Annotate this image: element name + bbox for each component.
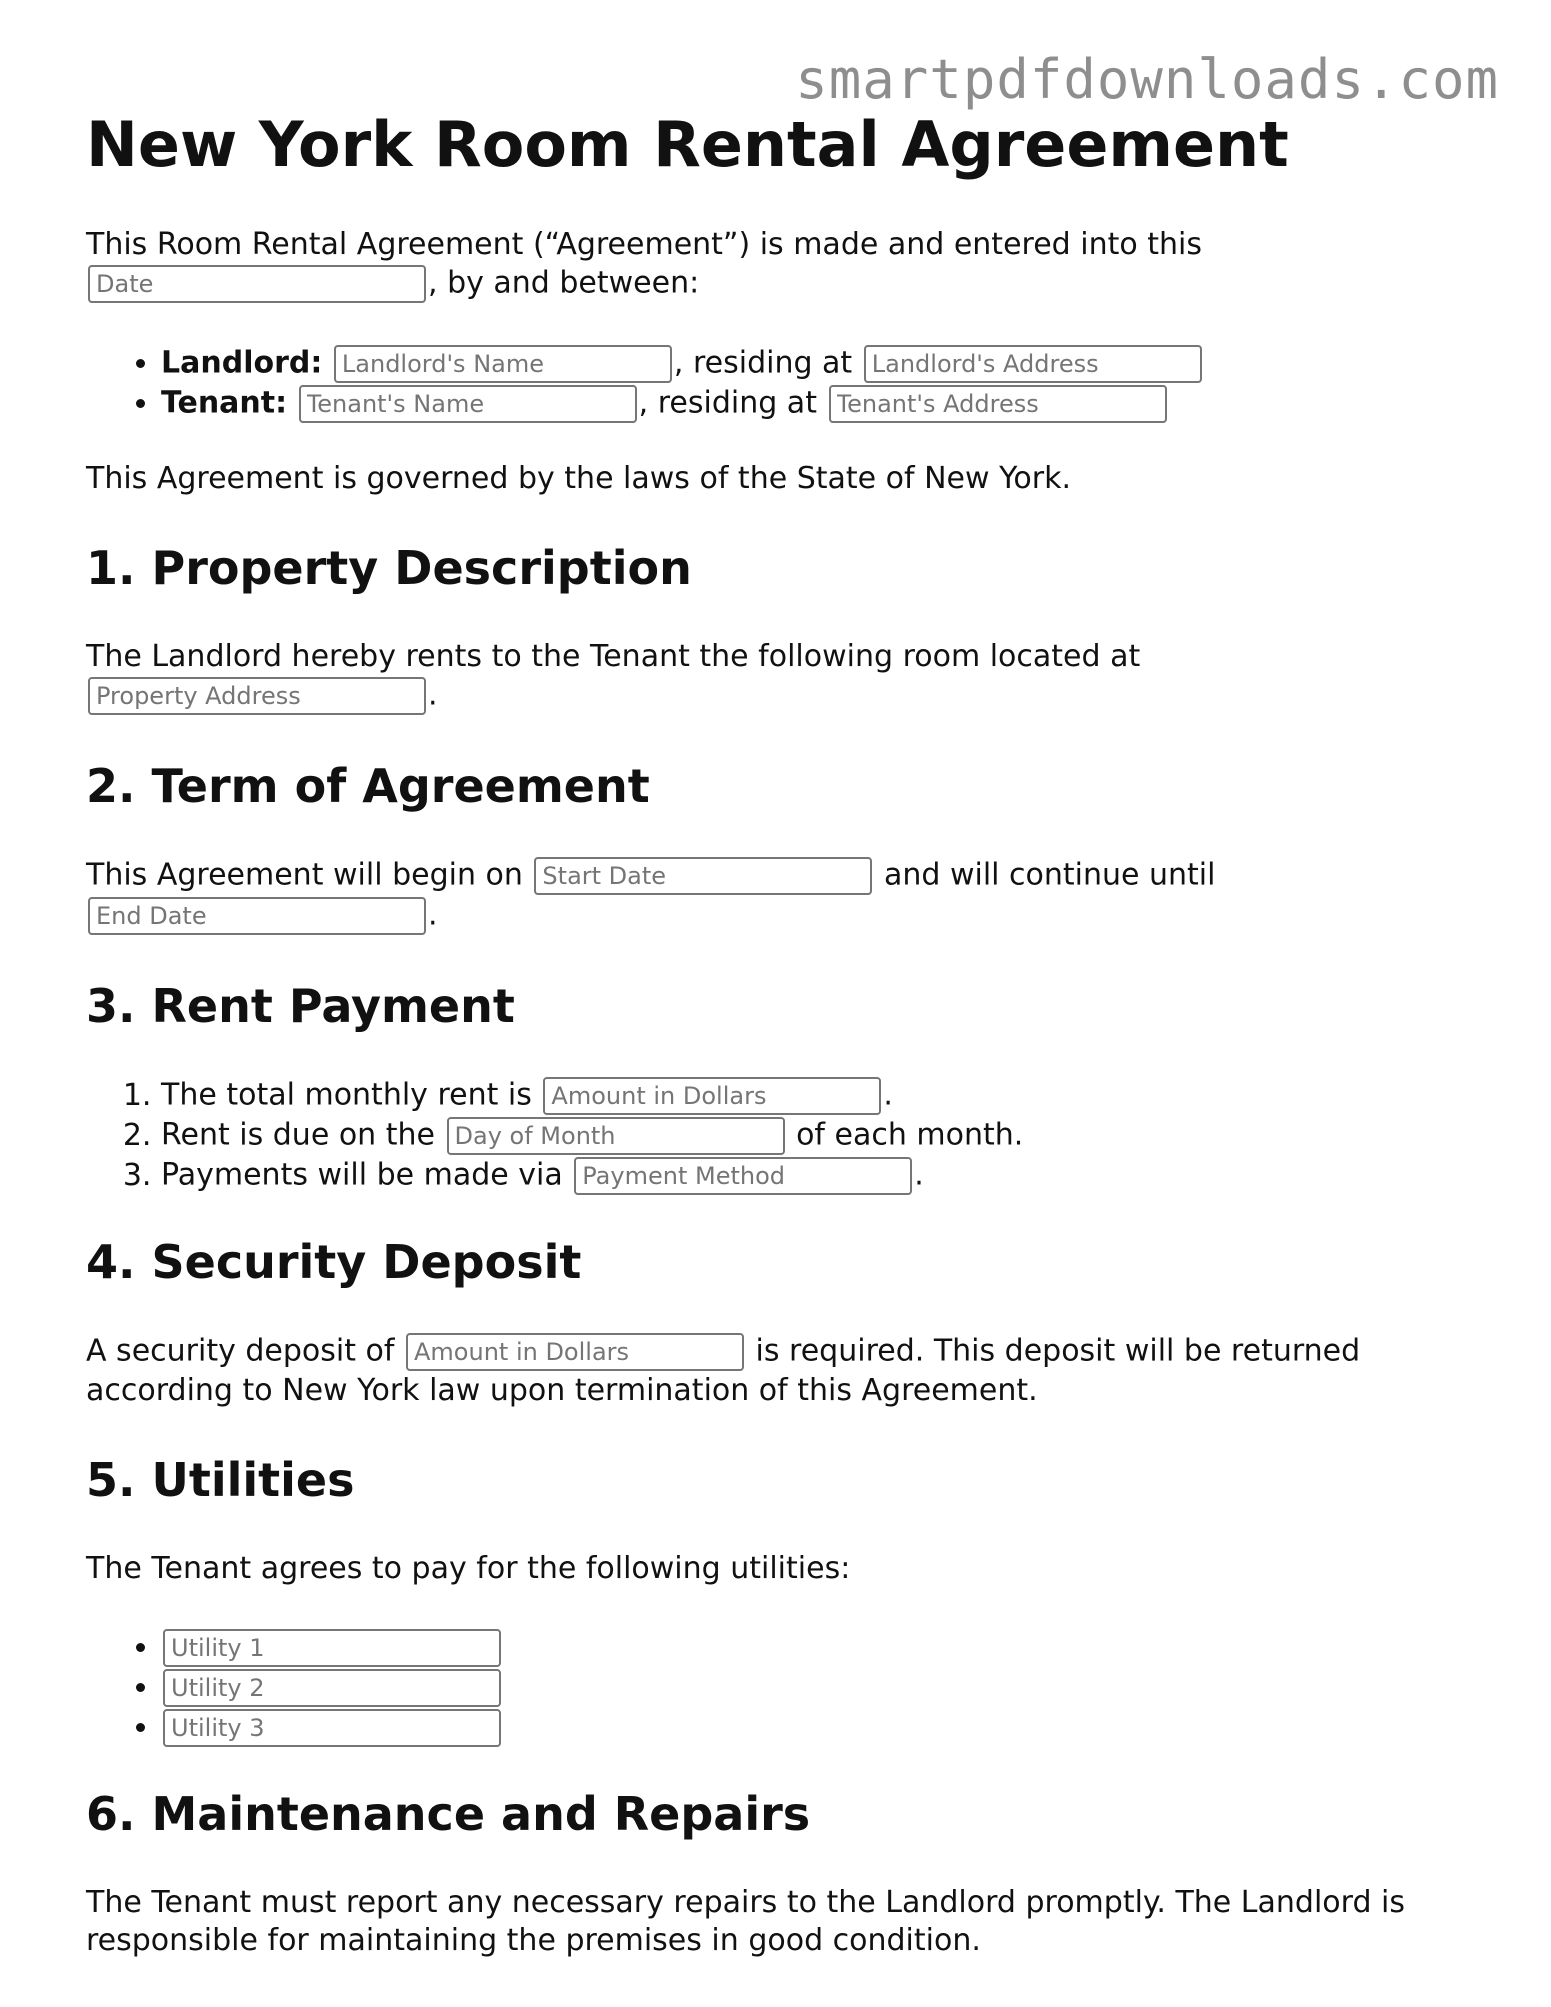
section-5-text: The Tenant agrees to pay for the following utilities: (86, 1551, 851, 1586)
rent-amount-input[interactable] (543, 1077, 881, 1115)
rent-due-text: Rent is due on the (161, 1117, 435, 1153)
section-1-heading: 1. Property Description (86, 541, 692, 595)
section-4-heading: 4. Security Deposit (86, 1235, 582, 1289)
section-1-text: The Landlord hereby rents to the Tenant the following room located at (86, 639, 1141, 674)
property-address-input[interactable] (88, 677, 426, 715)
agreement-date-input[interactable] (88, 265, 426, 303)
rent-item-2 (161, 1116, 1486, 1156)
section-2-text-until: and will continue until (883, 857, 1216, 893)
section-6-text: The Tenant must report any necessary repairs to the Landlord promptly. The Landlord is responsible for maintaining the premises in good condition. (86, 1885, 1405, 1958)
landlord-item (161, 344, 1486, 384)
tenant-label: Tenant: (161, 385, 288, 421)
end-date-input[interactable] (88, 897, 426, 935)
watermark: smartpdfdownloads.com (795, 48, 1499, 111)
governing-law-text: This Agreement is governed by the laws of the State of New York. (86, 461, 1072, 496)
section-4-paragraph (86, 1332, 1486, 1410)
section-5-heading: 5. Utilities (86, 1453, 355, 1507)
tenant-item (161, 384, 1486, 424)
utility-item-1 (161, 1628, 1486, 1668)
utility-item-3 (161, 1708, 1486, 1748)
rent-item-1 (161, 1076, 1486, 1116)
intro-paragraph (86, 226, 1486, 304)
landlord-residing-text: , residing at (673, 345, 853, 381)
section-2-period: . (428, 897, 438, 933)
utility-item-2 (161, 1668, 1486, 1708)
utility-2-input[interactable] (163, 1669, 501, 1707)
section-2-text-begin: This Agreement will begin on (86, 857, 523, 893)
parties-list (86, 344, 1486, 424)
intro-text: This Room Rental Agreement (“Agreement”) is made and entered into this (86, 227, 1202, 262)
utility-3-input[interactable] (163, 1709, 501, 1747)
landlord-address-input[interactable] (864, 345, 1202, 383)
rent-item-3 (161, 1156, 1486, 1196)
tenant-residing-text: , residing at (638, 385, 817, 421)
rent-amount-text: The total monthly rent is (161, 1077, 532, 1113)
deposit-text-before: A security deposit of (86, 1333, 395, 1369)
payment-method-input[interactable] (574, 1157, 912, 1195)
section-2-heading: 2. Term of Agreement (86, 759, 650, 813)
tenant-address-input[interactable] (829, 385, 1167, 423)
start-date-input[interactable] (534, 857, 872, 895)
section-2-paragraph (86, 856, 1486, 936)
rent-due-day-input[interactable] (447, 1117, 785, 1155)
tenant-name-input[interactable] (299, 385, 637, 423)
page-title: New York Room Rental Agreement (86, 108, 1289, 181)
section-6-heading: 6. Maintenance and Repairs (86, 1787, 811, 1841)
security-deposit-input[interactable] (406, 1333, 744, 1371)
rent-amount-period: . (883, 1077, 893, 1113)
document-page (86, 104, 1486, 2000)
rent-due-suffix: of each month. (796, 1117, 1024, 1153)
section-1-paragraph (86, 638, 1486, 716)
utility-1-input[interactable] (163, 1629, 501, 1667)
section-3-heading: 3. Rent Payment (86, 979, 515, 1033)
deposit-text-after: is required. This deposit will be returned according to New York law upon termination of this Agreement. (86, 1333, 1361, 1408)
payment-method-period: . (914, 1157, 924, 1193)
section-1-period: . (428, 677, 438, 713)
landlord-label: Landlord: (161, 345, 323, 381)
utilities-list (86, 1628, 1486, 1748)
landlord-name-input[interactable] (334, 345, 672, 383)
rent-payment-list (86, 1076, 1486, 1196)
intro-between-text: , by and between: (428, 265, 700, 301)
payment-method-text: Payments will be made via (161, 1157, 563, 1193)
